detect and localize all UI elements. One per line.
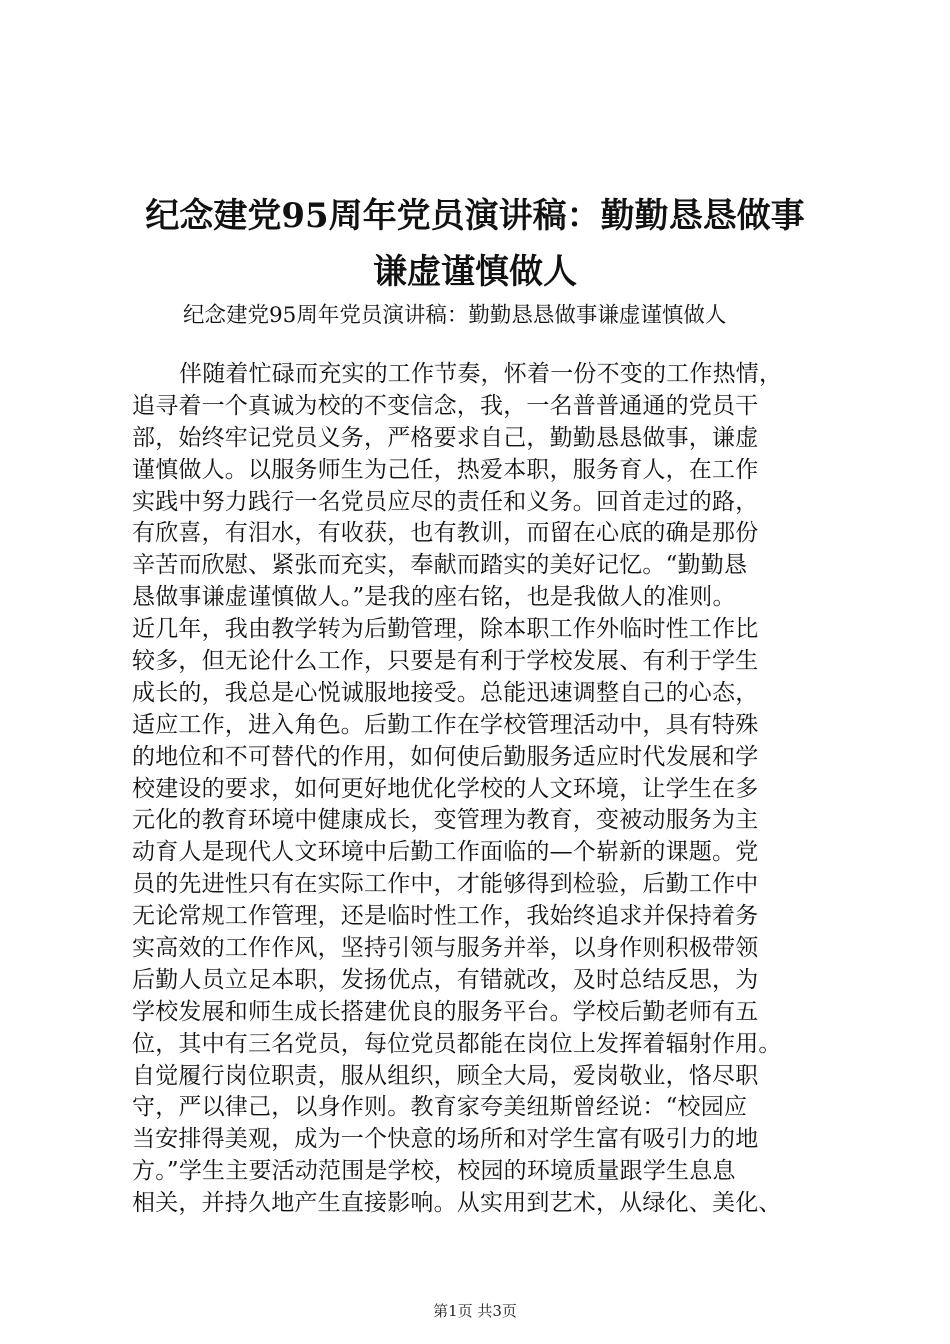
body-line: 实高效的工作作风，坚持引领与服务并举，以身作则积极带领 xyxy=(132,935,759,962)
body-line: 恳做事谦虚谨慎做人。”是我的座右铭，也是我做人的准则。 xyxy=(132,584,736,611)
body-line: 近几年，我由教学转为后勤管理，除本职工作外临时性工作比 xyxy=(132,616,759,643)
page-number-footer: 第1页 共3页 xyxy=(433,1302,517,1320)
body-paragraph xyxy=(132,359,852,1220)
body-line: 元化的教育环境中健康成长，变管理为教育，变被动服务为主 xyxy=(132,807,759,834)
body-line: 伴随着忙碌而充实的工作节奏，怀着一份不变的工作热情， xyxy=(179,361,783,387)
body-line: 部，始终牢记党员义务，严格要求自己，勤勤恳恳做事，谦虚 xyxy=(132,424,759,451)
body-line: 较多，但无论什么工作，只要是有利于学校发展、有利于学生 xyxy=(132,648,759,675)
body-line: 员的先进性只有在实际工作中，才能够得到检验，后勤工作中 xyxy=(132,871,759,898)
document-title-line-2: 谦虚谨慎做人 xyxy=(373,252,577,292)
body-line: 有欣喜，有泪水，有收获，也有教训，而留在心底的确是那份 xyxy=(132,520,759,547)
body-line: 后勤人员立足本职，发扬优点，有错就改，及时总结反思，为 xyxy=(132,966,759,993)
document-title-line-1: 纪念建党95周年党员演讲稿：勤勤恳恳做事 xyxy=(145,196,805,236)
body-line: 自觉履行岗位职责，服从组织，顾全大局，爱岗敬业，恪尽职 xyxy=(132,1062,759,1089)
body-line: 适应工作，进入角色。后勤工作在学校管理活动中，具有特殊 xyxy=(132,711,759,738)
body-line: 的地位和不可替代的作用，如何使后勤服务适应时代发展和学 xyxy=(132,743,759,770)
body-line: 追寻着一个真诚为校的不变信念，我，一名普普通通的党员干 xyxy=(132,392,759,419)
body-line: 守，严以律己，以身作则。教育家夸美纽斯曾经说：“校园应 xyxy=(132,1094,748,1121)
body-line: 方。”学生主要活动范围是学校，校园的环境质量跟学生息息 xyxy=(132,1158,736,1185)
body-line: 成长的，我总是心悦诚服地接受。总能迅速调整自己的心态， xyxy=(132,679,759,706)
body-line: 学校发展和师生成长搭建优良的服务平台。学校后勤老师有五 xyxy=(132,998,759,1025)
body-line: 位，其中有三名党员，每位党员都能在岗位上发挥着辐射作用。 xyxy=(132,1030,782,1057)
document-subtitle: 纪念建党95周年党员演讲稿：勤勤恳恳做事谦虚谨慎做人 xyxy=(183,303,727,328)
body-line: 无论常规工作管理，还是临时性工作，我始终追求并保持着务 xyxy=(132,903,759,930)
body-line: 动育人是现代人文环境中后勤工作面临的—个崭新的课题。党 xyxy=(132,839,759,866)
body-line: 校建设的要求，如何更好地优化学校的人文环境，让学生在多 xyxy=(132,775,759,802)
body-line: 辛苦而欣慰、紧张而充实，奉献而踏实的美好记忆。“勤勤恳 xyxy=(132,552,748,579)
body-line: 当安排得美观，成为一个快意的场所和对学生富有吸引力的地 xyxy=(132,1126,759,1153)
body-line: 相关，并持久地产生直接影响。从实用到艺术，从绿化、美化、 xyxy=(132,1190,782,1217)
body-line: 实践中努力践行一名党员应尽的责任和义务。回首走过的路， xyxy=(132,488,759,515)
body-line: 谨慎做人。以服务师生为己任，热爱本职，服务育人，在工作 xyxy=(132,456,759,483)
